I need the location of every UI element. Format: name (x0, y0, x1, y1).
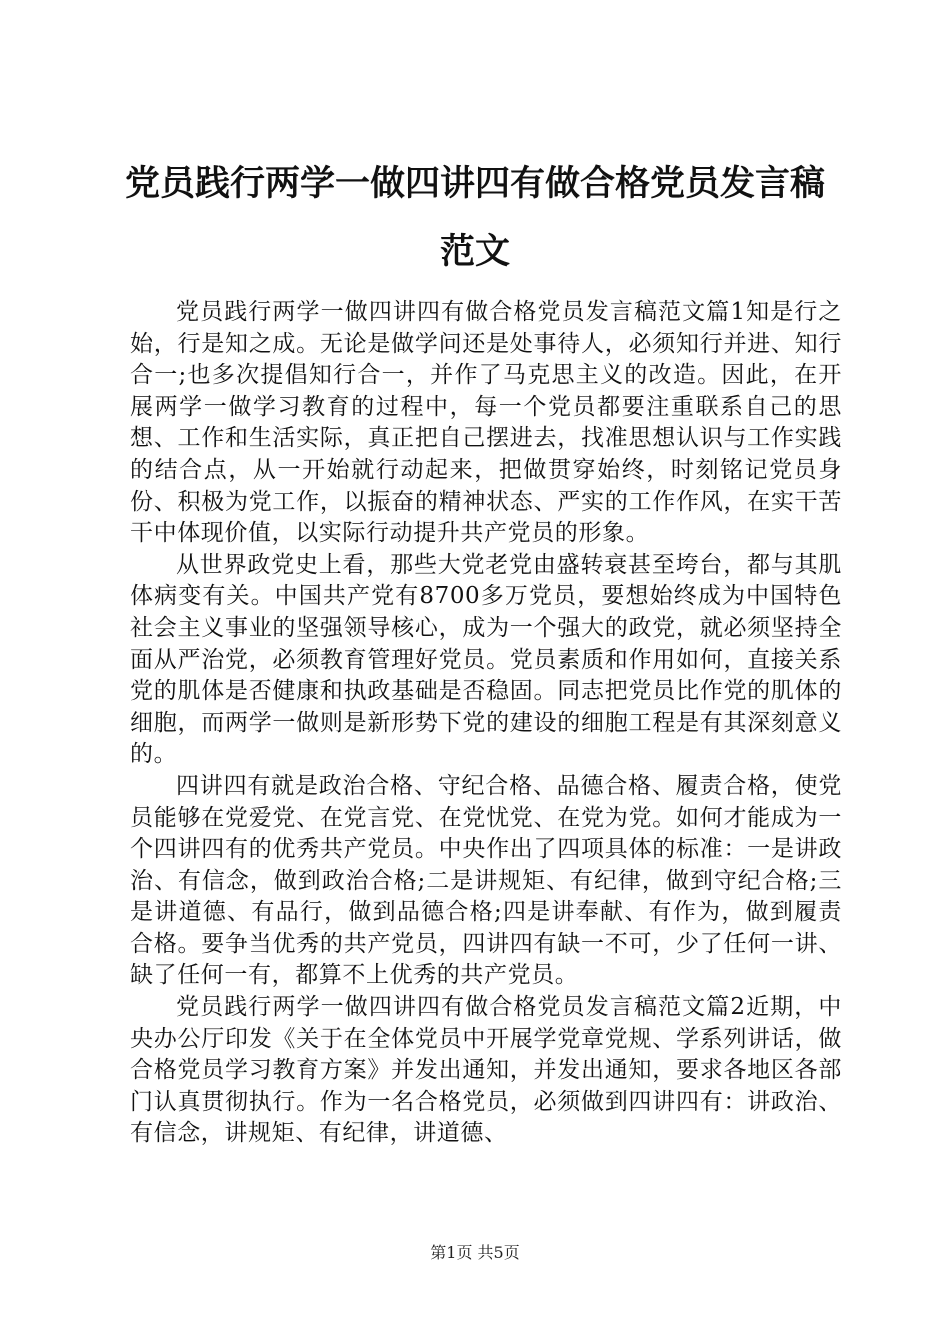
page-number-footer: 第1页 共5页 (430, 1243, 520, 1262)
document-body (130, 297, 842, 1150)
paragraph-2: 从世界政党史上看，那些大党老党由盛转衰甚至垮台，都与其肌体病变有关。中国共产党有8700多万党员，要想始终成为中国特色社会主义事业的坚强领导核心，成为一个强大的政党，就必须坚持全面从严治党，必须教育管理好党员。党员素质和作用如何，直接关系党的肌体是否健康和执政基础是否稳固。同志把党员比作党的肌体的细胞，而两学一做则是新形势下党的建设的细胞工程是有其深刻意义的。 (130, 551, 842, 768)
document-title: 党员践行两学一做四讲四有做合格党员发言稿范文 (124, 164, 825, 272)
paragraph-4: 党员践行两学一做四讲四有做合格党员发言稿范文篇2近期，中央办公厅印发《关于在全体党员中开展学党章党规、学系列讲话，做合格党员学习教育方案》并发出通知，并发出通知，要求各地区各部门认真贯彻执行。作为一名合格党员，必须做到四讲四有：讲政治、有信念，讲规矩、有纪律，讲道德、 (130, 994, 842, 1147)
paragraph-1: 党员践行两学一做四讲四有做合格党员发言稿范文篇1知是行之始，行是知之成。无论是做学问还是处事待人，必须知行并进、知行合一;也多次提倡知行合一，并作了马克思主义的改造。因此，在开展两学一做学习教育的过程中，每一个党员都要注重联系自己的思想、工作和生活实际，真正把自己摆进去，找准思想认识与工作实践的结合点，从一开始就行动起来，把做贯穿始终，时刻铭记党员身份、积极为党工作，以振奋的精神状态、严实的工作作风，在实干苦干中体现价值，以实际行动提升共产党员的形象。 (130, 299, 842, 547)
paragraph-3: 四讲四有就是政治合格、守纪合格、品德合格、履责合格，使党员能够在党爱党、在党言党、在党忧党、在党为党。如何才能成为一个四讲四有的优秀共产党员。中央作出了四项具体的标准：一是讲政治、有信念，做到政治合格;二是讲规矩、有纪律，做到守纪合格;三是讲道德、有品行，做到品德合格;四是讲奉献、有作为，做到履责合格。要争当优秀的共产党员，四讲四有缺一不可，少了任何一讲、缺了任何一有，都算不上优秀的共产党员。 (130, 772, 842, 989)
